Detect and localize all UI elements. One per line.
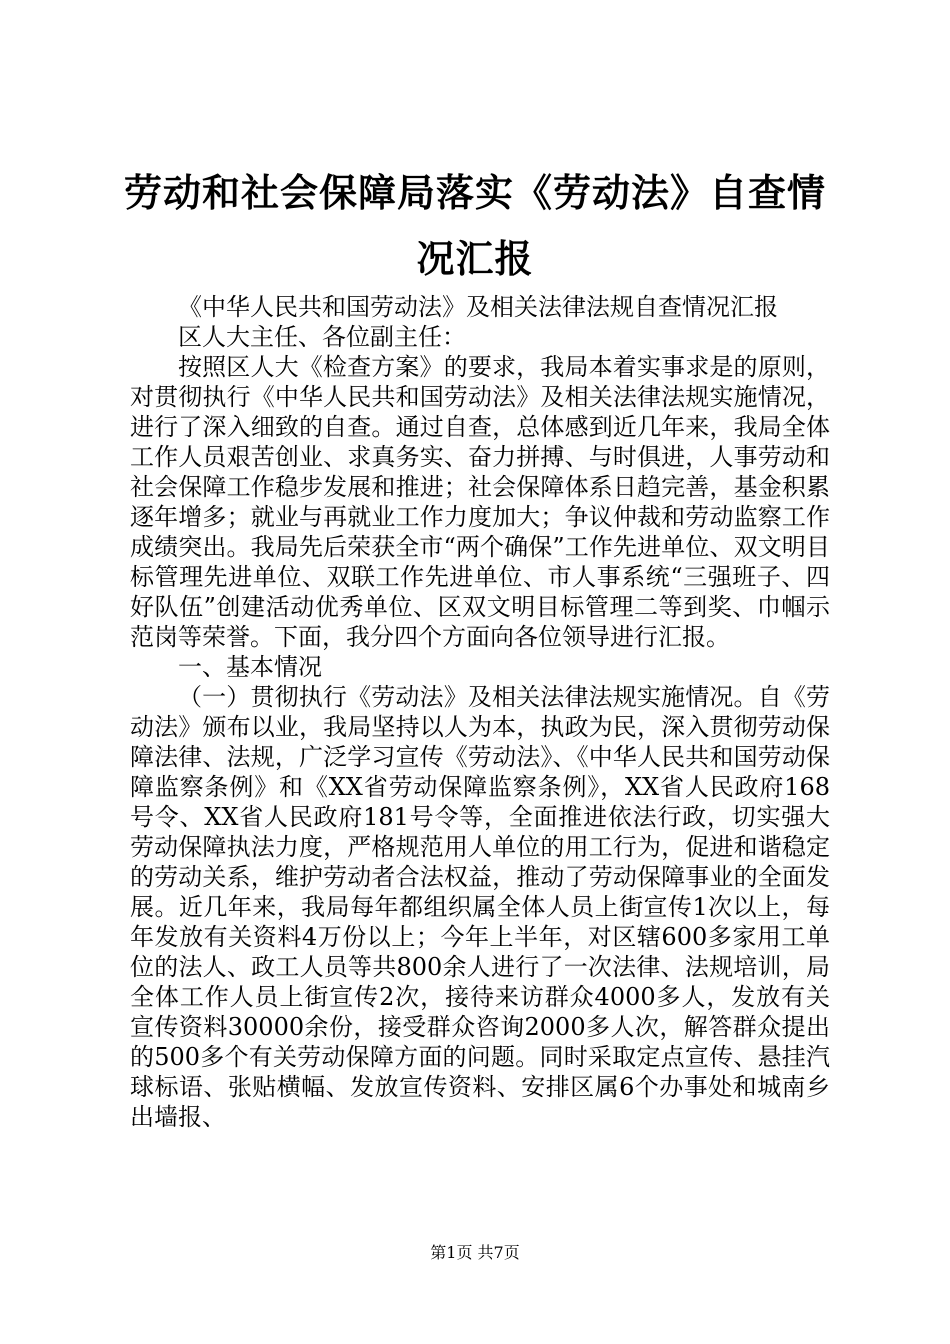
document-body: [130, 292, 830, 1132]
section-heading-basic: 一、基本情况: [178, 653, 322, 681]
paragraph-intro: 按照区人大《检查方案》的要求，我局本着实事求是的原则，对贯彻执行《中华人民共和国劳动法》及相关法律法规实施情况，进行了深入细致的自查。通过自查，总体感到近几年来，我局全体工作人员艰苦创业、求真务实、奋力拼搏、与时俱进，人事劳动和社会保障工作稳步发展和推进；社会保障体系日趋完善，基金积累逐年增多；就业与再就业工作力度加大；争议仲裁和劳动监察工作成绩突出。我局先后荣获全市“两个确保”工作先进单位、双文明目标管理先进单位、双联工作先进单位、市人事系统“三强班子、四好队伍”创建活动优秀单位、区双文明目标管理二等到奖、巾帼示范岗等荣誉。下面，我分四个方面向各位领导进行汇报。: [130, 353, 830, 651]
document-title: 劳动和社会保障局落实《劳动法》自查情况汇报: [123, 170, 826, 281]
document-subtitle: 《中华人民共和国劳动法》及相关法律法规自查情况汇报: [178, 293, 778, 321]
salutation: 区人大主任、各位副主任：: [178, 323, 466, 351]
paragraph-section-1: （一）贯彻执行《劳动法》及相关法律法规实施情况。自《劳动法》颁布以业，我局坚持以人为本，执政为民，深入贯彻劳动保障法律、法规，广泛学习宣传《劳动法》、《中华人民共和国劳动保障监察条例》和《XX省劳动保障监察条例》，XX省人民政府168号令、XX省人民政府181号令等，全面推进依法行政，切实强大劳动保障执法力度，严格规范用人单位的用工行为，促进和谐稳定的劳动关系，维护劳动者合法权益，推动了劳动保障事业的全面发展。近几年来，我局每年都组织属全体人员上街宣传1次以上，每年发放有关资料4万份以上；今年上半年，对区辖600多家用工单位的法人、政工人员等共800余人进行了一次法律、法规培训，局全体工作人员上街宣传2次，接待来访群众4000多人，发放有关宣传资料30000余份，接受群众咨询2000多人次，解答群众提出的500多个有关劳动保障方面的问题。同时采取定点宣传、悬挂汽球标语、张贴横幅、发放宣传资料、安排区属6个办事处和城南乡出墙报、: [130, 683, 830, 1131]
page-indicator: 第1页 共7页: [430, 1243, 520, 1262]
